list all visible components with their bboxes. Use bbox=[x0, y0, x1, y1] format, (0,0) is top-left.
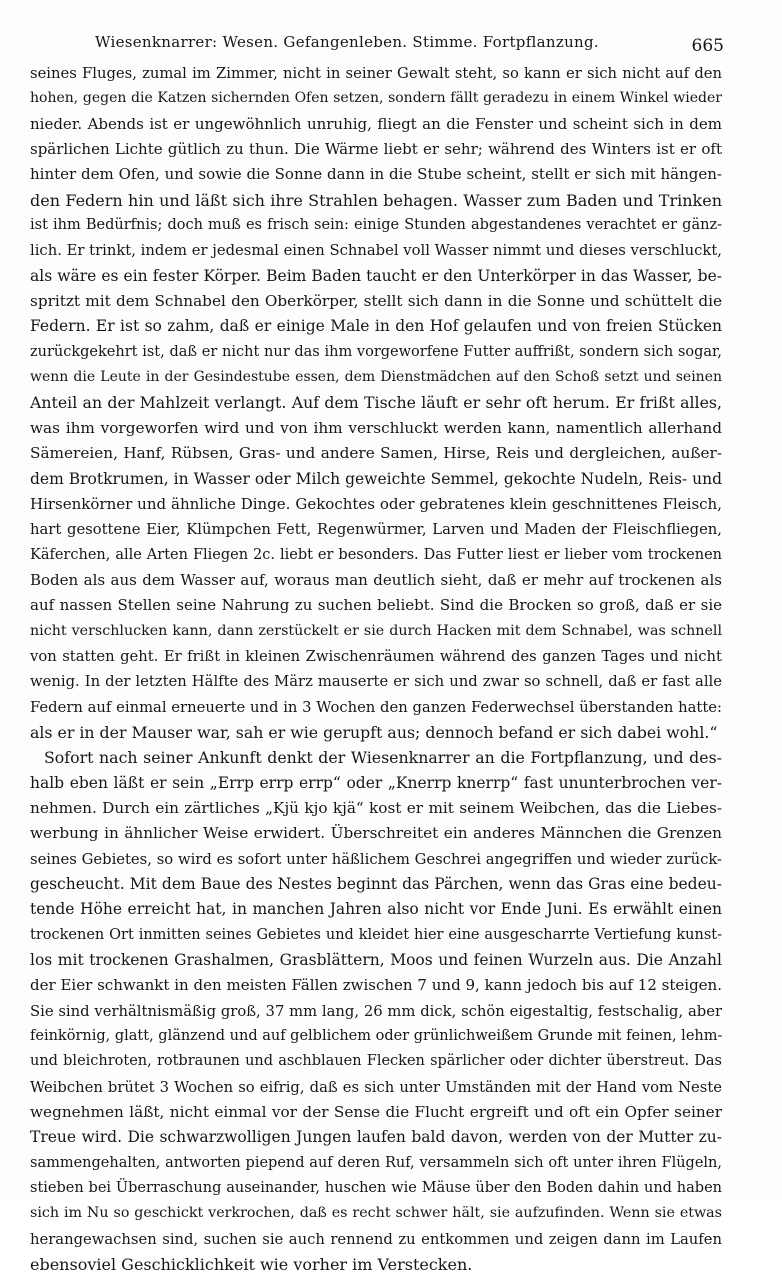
text-line: dem Brotkrumen, in Wasser oder Milch geweichte Semmel, gekochte Nudeln, Reis- und bbox=[30, 469, 722, 488]
text-line: ist ihm Bedürfnis; doch muß es frisch sein: einige Stunden abgestandenes verachtet er gänz- bbox=[30, 217, 722, 234]
text-line: auf nassen Stellen seine Nahrung zu suchen beliebt. Sind die Brocken so groß, daß er sie bbox=[30, 596, 722, 615]
text-line: Sie sind verhältnismäßig groß, 37 mm lang, 26 mm dick, schön eigestaltig, festschalig, aber bbox=[30, 1002, 722, 1020]
text-line: wenn die Leute in der Gesindestube essen, dem Dienstmädchen auf den Schoß setzt und seinen bbox=[30, 369, 722, 386]
text-line: hinter dem Ofen, und sowie die Sonne dann in die Stube scheint, stellt er sich mit hängen- bbox=[30, 165, 722, 184]
text-line: der Eier schwankt in den meisten Fällen zwischen 7 und 9, kann jedoch bis auf 12 steigen. bbox=[30, 976, 722, 995]
text-line: was ihm vorgeworfen wird und von ihm verschluckt werden kann, namentlich allerhand bbox=[30, 418, 722, 437]
text-line: Sämereien, Hanf, Rübsen, Gras- und andere Samen, Hirse, Reis und dergleichen, außer- bbox=[30, 444, 722, 463]
text-line: spritzt mit dem Schnabel den Oberkörper, stellt sich dann in die Sonne und schüttelt die bbox=[30, 292, 722, 311]
text-line: den Federn hin und läßt sich ihre Strahlen behagen. Wasser zum Baden und Trinken bbox=[30, 190, 722, 210]
text-line: feinkörnig, glatt, glänzend und auf gelblichem oder grünlichweißem Grunde mit feinen, lehm- bbox=[30, 1028, 722, 1045]
paragraph bbox=[30, 61, 722, 745]
text-line: halb eben läßt er sein „Errp errp errp“ oder „Knerrp knerrp“ fast ununterbrochen ver- bbox=[30, 773, 722, 792]
text-line: Anteil an der Mahlzeit verlangt. Auf dem Tische läuft er sehr oft herum. Er frißt alles, bbox=[30, 393, 722, 413]
text-line: gescheucht. Mit dem Baue des Nestes beginnt das Pärchen, wenn das Gras eine bedeu- bbox=[30, 875, 722, 893]
text-line: spärlichen Lichte gütlich zu thun. Die Wärme liebt er sehr; während des Winters ist er oft bbox=[30, 140, 722, 159]
text-line: trockenen Ort inmitten seines Gebietes und kleidet hier eine ausgescharrte Vertiefung kunst- bbox=[30, 926, 722, 943]
text-line: herangewachsen sind, suchen sie auch rennend zu entkommen und zeigen dann im Laufen bbox=[30, 1230, 722, 1248]
text-line: Federn auf einmal erneuerte und in 3 Wochen den ganzen Federwechsel überstanden hatte: bbox=[30, 698, 722, 716]
text-line: nicht verschlucken kann, dann zerstückelt er sie durch Hacken mit dem Schnabel, was schnell bbox=[30, 622, 722, 639]
text-line: zurückgekehrt ist, daß er nicht nur das ihm vorgeworfene Futter auffrißt, sondern sich sogar, bbox=[30, 343, 722, 360]
text-line: Käferchen, alle Arten Fliegen 2c. liebt er besonders. Das Futter liest er lieber vom trockenen bbox=[30, 546, 722, 563]
text-line: tende Höhe erreicht hat, in manchen Jahren also nicht vor Ende Juni. Es erwählt einen bbox=[30, 900, 722, 919]
paragraph bbox=[30, 745, 722, 1277]
page-number: 665 bbox=[691, 36, 724, 56]
text-line: hart gesottene Eier, Klümpchen Fett, Regenwürmer, Larven und Maden der Fleischfliegen, bbox=[30, 521, 722, 539]
running-head bbox=[60, 29, 724, 61]
text-line: seines Gebietes, so wird es sofort unter häßlichem Geschrei angegriffen und wieder zurück- bbox=[30, 850, 722, 868]
text-line: Hirsenkörner und ähnliche Dinge. Gekochtes oder gebratenes klein geschnittenes Fleisch, bbox=[30, 494, 722, 513]
text-line: ebensoviel Geschicklichkeit wie vorher im Verstecken. bbox=[30, 1255, 473, 1275]
text-line: wenig. In der letzten Hälfte des März mauserte er sich und zwar so schnell, daß er fast alle bbox=[30, 673, 722, 691]
text-line: nehmen. Durch ein zärtliches „Kjü kjo kjä“ kost er mit seinem Weibchen, das die Liebes- bbox=[30, 798, 722, 817]
text-line: als er in der Mauser war, sah er wie gerupft aus; dennoch befand er sich dabei wohl.“ bbox=[30, 722, 718, 742]
text-line: Boden als aus dem Wasser auf, woraus man deutlich sieht, daß er mehr auf trockenen als bbox=[30, 570, 722, 589]
text-line: nieder. Abends ist er ungewöhnlich unruhig, fliegt an die Fenster und scheint sich in dem bbox=[30, 114, 722, 133]
text-line: Treue wird. Die schwarzwolligen Jungen laufen bald davon, werden von der Mutter zu- bbox=[30, 1128, 722, 1147]
text-line: als wäre es ein fester Körper. Beim Baden taucht er den Unterkörper in das Wasser, be- bbox=[30, 266, 722, 285]
text-line: und bleichroten, rotbraunen und aschblauen Flecken spärlicher oder dichter überstreut. Das bbox=[30, 1053, 722, 1070]
running-title: Wiesenknarrer: Wesen. Gefangenleben. Stimme. Fortpflanzung. bbox=[95, 33, 599, 51]
text-line: werbung in ähnlicher Weise erwidert. Überschreitet ein anderes Männchen die Grenzen bbox=[30, 824, 722, 843]
body-text bbox=[30, 61, 722, 1278]
text-line: sich im Nu so geschickt verkrochen, daß es recht schwer hält, sie aufzufinden. Wenn sie etwas bbox=[30, 1205, 722, 1222]
text-line: los mit trockenen Grashalmen, Grasblättern, Moos und feinen Wurzeln aus. Die Anzahl bbox=[30, 951, 722, 970]
text-line: Weibchen brütet 3 Wochen so eifrig, daß es sich unter Umständen mit der Hand vom Neste bbox=[30, 1078, 722, 1096]
text-line: hohen, gegen die Katzen sichernden Ofen setzen, sondern fällt geradezu in einem Winkel wieder bbox=[30, 90, 722, 107]
text-line: stieben bei Überraschung auseinander, huschen wie Mäuse über den Boden dahin und haben bbox=[30, 1180, 722, 1197]
text-line: seines Fluges, zumal im Zimmer, nicht in seiner Gewalt steht, so kann er sich nicht auf den bbox=[30, 65, 722, 82]
text-line: Sofort nach seiner Ankunft denkt der Wiesenknarrer an die Fortpflanzung, und des- bbox=[44, 748, 722, 768]
text-line: sammengehalten, antworten piepend auf deren Ruf, versammeln sich oft unter ihren Flügeln, bbox=[30, 1154, 722, 1171]
text-line: lich. Er trinkt, indem er jedesmal einen Schnabel voll Wasser nimmt und dieses verschluckt, bbox=[30, 242, 722, 260]
text-line: von statten geht. Er frißt in kleinen Zwischenräumen während des ganzen Tages und nicht bbox=[30, 647, 722, 665]
text-line: Federn. Er ist so zahm, daß er einige Male in den Hof gelaufen und von freien Stücken bbox=[30, 317, 722, 336]
text-line: wegnehmen läßt, nicht einmal vor der Sense die Flucht ergreift und oft ein Opfer seiner bbox=[30, 1103, 722, 1122]
